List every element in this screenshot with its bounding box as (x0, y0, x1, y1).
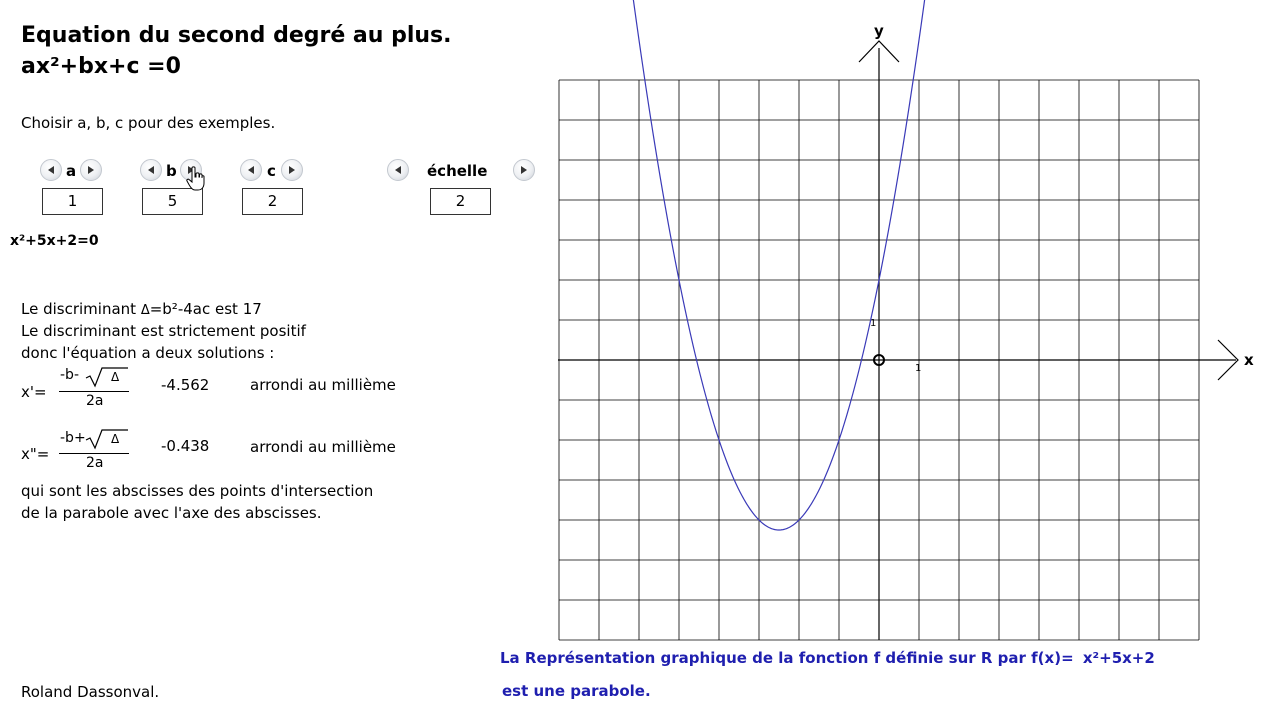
x-tick-label: 1 (915, 363, 922, 374)
b-label: b (166, 162, 177, 180)
caption-line-1 (500, 649, 1155, 667)
a-label: a (66, 162, 77, 180)
y-tick-label: 1 (870, 318, 877, 329)
x-axis-label: x (1244, 351, 1254, 369)
discriminant-line-2: Le discriminant est strictement positif (21, 322, 306, 340)
solution-2-sqrt-arg: Δ (111, 432, 120, 446)
discriminant-formula: =b²-4ac est (149, 300, 243, 318)
title-line-2: ax²+bx+c =0 (21, 54, 181, 79)
scale-label: échelle (427, 162, 488, 180)
scale-value-field[interactable]: 2 (430, 188, 491, 215)
solution-2-denominator: 2a (86, 455, 104, 471)
solution-2-numerator-prefix: -b+ (60, 430, 86, 446)
graph-axes (558, 22, 1254, 640)
solution-1-value: -4.562 (161, 376, 210, 394)
conclusion-line-1: qui sont les abscisses des points d'intersection (21, 482, 374, 500)
caption-function: x²+5x+2 (1082, 649, 1155, 667)
a-value-field[interactable]: 1 (42, 188, 103, 215)
delta-symbol: Δ (140, 303, 150, 318)
b-value-field[interactable]: 5 (142, 188, 203, 215)
solution-2-value: -0.438 (161, 437, 210, 455)
title-line-1: Equation du second degré au plus. (21, 23, 452, 48)
discriminant-line-3: donc l'équation a deux solutions : (21, 344, 275, 362)
solution-2-note: arrondi au millième (250, 438, 396, 456)
solution-2-name: x"= (21, 445, 50, 463)
author-credit: Roland Dassonval. (21, 683, 160, 701)
solution-1-name: x'= (21, 383, 47, 401)
y-axis-label: y (874, 22, 884, 40)
solution-1-denominator: 2a (86, 393, 104, 409)
intro-text: Choisir a, b, c pour des exemples. (21, 114, 276, 132)
solution-1-note: arrondi au millième (250, 376, 396, 394)
c-value-field[interactable]: 2 (242, 188, 303, 215)
c-label: c (267, 162, 276, 180)
caption-line-2: est une parabole. (502, 682, 651, 700)
conclusion-line-2: de la parabole avec l'axe des abscisses. (21, 504, 322, 522)
caption-text: La Représentation graphique de la fonction f définie sur R par f(x)= (500, 649, 1074, 667)
discriminant-prefix: Le discriminant (21, 300, 141, 318)
parabola-curve (633, 0, 925, 530)
solution-1-numerator-prefix: -b- (60, 367, 79, 383)
equation-text: x²+5x+2=0 (10, 233, 99, 249)
discriminant-value: 17 (242, 300, 262, 318)
solution-1-sqrt-arg: Δ (111, 370, 120, 384)
hand-cursor-icon (186, 166, 206, 192)
